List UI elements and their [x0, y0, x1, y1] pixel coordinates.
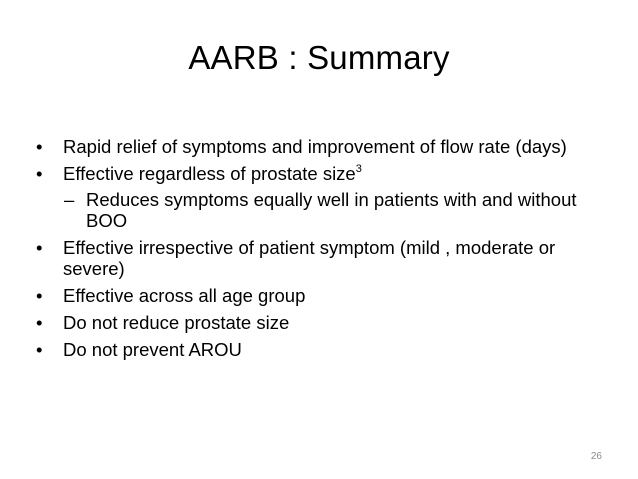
- page-number: 26: [590, 451, 602, 462]
- bullet-text: Do not reduce prostate size: [63, 312, 290, 333]
- dash-icon: –: [64, 189, 75, 210]
- sub-bullet-text: Reduces symptoms equally well in patients with and without BOO: [86, 189, 577, 231]
- bullet-item: [36, 237, 596, 279]
- bullet-text: Do not prevent AROU: [63, 339, 242, 360]
- bullet-item: [36, 339, 596, 360]
- bullet-item: [36, 312, 596, 333]
- bullet-dot-icon: •: [36, 285, 43, 306]
- bullet-text: Effective across all age group: [63, 285, 306, 306]
- bullet-item: [36, 285, 596, 306]
- bullet-text: Effective irrespective of patient symptom (mild , moderate or severe): [63, 237, 556, 279]
- sub-bullet-item: [36, 189, 596, 231]
- bullet-text: Effective regardless of prostate size: [63, 163, 356, 184]
- bullet-dot-icon: •: [36, 339, 43, 360]
- reference-superscript: 3: [355, 162, 362, 175]
- bullet-list: [36, 136, 596, 366]
- bullet-text: Rapid relief of symptoms and improvement of flow rate (days): [63, 136, 567, 157]
- slide-title: AARB : Summary: [188, 39, 450, 76]
- bullet-item: [36, 136, 596, 157]
- bullet-dot-icon: •: [36, 136, 43, 157]
- bullet-dot-icon: •: [36, 312, 43, 333]
- bullet-dot-icon: •: [36, 237, 43, 258]
- bullet-dot-icon: •: [36, 163, 43, 184]
- bullet-item: [36, 163, 596, 184]
